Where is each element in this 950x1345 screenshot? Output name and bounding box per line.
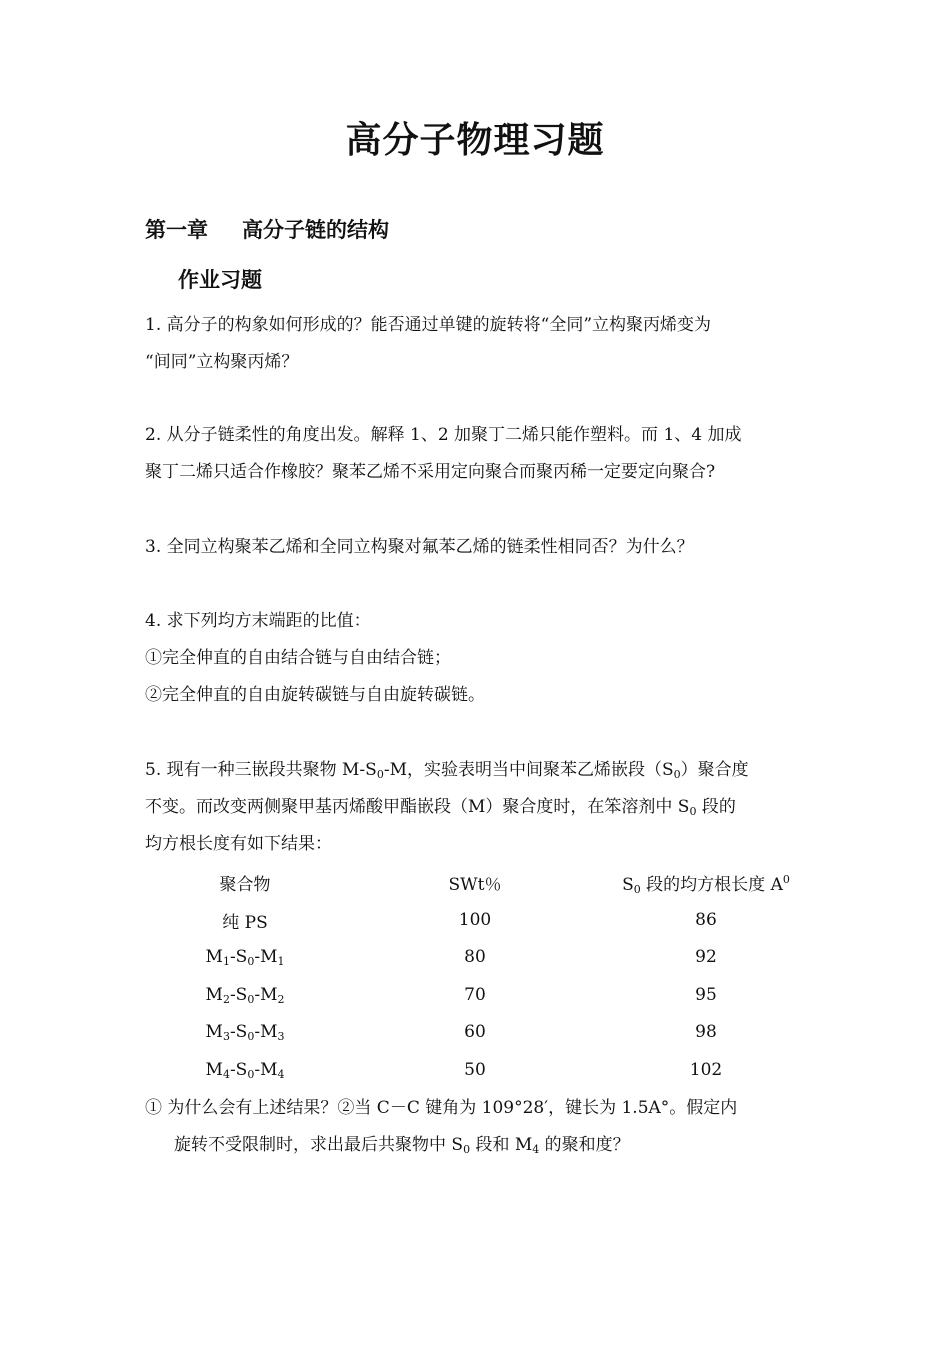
- table-header-row: [145, 864, 807, 901]
- table-row: [145, 939, 807, 976]
- question-4: [145, 603, 807, 714]
- question-2-line-2: 聚丁二烯只适合作橡胶？聚苯乙烯不采用定向聚合而聚丙稀一定要定向聚合?: [145, 462, 716, 482]
- chapter-heading: [145, 214, 389, 244]
- cell-polymer: $M_2-S_0-M_2$: [205, 984, 285, 1006]
- cell-length: 92: [695, 947, 717, 968]
- cell-polymer: $M_3-S_0-M_3$: [205, 1022, 285, 1044]
- cell-swt: 80: [464, 947, 486, 968]
- header-polymer: 聚合物: [219, 875, 271, 896]
- question-4-line-1: 4. 求下列均方末端距的比值：: [145, 611, 371, 631]
- header-swt: SWt％: [448, 875, 502, 896]
- cell-polymer: $M_4-S_0-M_4$: [205, 1059, 285, 1081]
- chapter-name: 高分子链的结构: [242, 217, 389, 242]
- question-3-line-1: 3. 全同立构聚苯乙烯和全同立构聚对氟苯乙烯的链柔性相同否？为什么？: [145, 537, 694, 557]
- followup-line-2: 旋转不受限制时，求出最后共聚物中 $S_0$ 段和 $M_4$ 的聚和度？: [174, 1135, 630, 1156]
- cell-length: 98: [695, 1022, 717, 1043]
- question-5-line-1: 5. 现有一种三嵌段共聚物 $M-S_0-M$，实验表明当中间聚苯乙烯嵌段$(S_0)$聚合度: [145, 760, 749, 781]
- cell-polymer: 纯 PS: [222, 912, 268, 933]
- section-heading: 作业习题: [178, 267, 262, 292]
- cell-swt: 60: [464, 1022, 486, 1043]
- question-5: [145, 752, 807, 863]
- question-1-line-1: 1. 高分子的构象如何形成的？能否通过单键的旋转将“全同”立构聚丙烯变为: [145, 315, 712, 335]
- question-4-line-3: ②完全伸直的自由旋转碳链与自由旋转碳链。: [145, 685, 485, 705]
- cell-swt: 50: [464, 1059, 486, 1080]
- cell-length: 86: [695, 910, 717, 931]
- table-row: [145, 1014, 807, 1051]
- cell-swt: 70: [464, 984, 486, 1005]
- cell-swt: 100: [458, 910, 492, 931]
- question-1-line-2: “间同”立构聚丙烯？: [145, 352, 299, 372]
- document-title: 高分子物理习题: [345, 119, 605, 161]
- question-3: [145, 529, 807, 566]
- table-row: [145, 901, 807, 938]
- cell-polymer: $M_1-S_0-M_1$: [205, 947, 285, 969]
- followup-line-1: ① 为什么会有上述结果？②当 C－C 键角为 109°28′，键长为 1.5A°。假定内: [145, 1098, 738, 1118]
- question-1: [145, 307, 807, 381]
- question-5-line-2: 不变。而改变两侧聚甲基丙烯酸甲酯嵌段（M）聚合度时，在笨溶剂中 $S_0$ 段的: [145, 797, 736, 818]
- cell-length: 102: [689, 1059, 723, 1080]
- chapter-number: 第一章: [145, 217, 208, 242]
- table-row: [145, 1051, 807, 1088]
- question-2-line-1: 2. 从分子链柔性的角度出发。解释 1、2 加聚丁二烯只能作塑料。而 1、4 加成: [145, 425, 742, 445]
- question-2: [145, 417, 807, 491]
- question-5-followup: [145, 1090, 807, 1164]
- header-length: $S_0$ 段的均方根长度 $A^0$: [622, 873, 790, 897]
- cell-length: 95: [695, 984, 717, 1005]
- question-5-line-3: 均方根长度有如下结果：: [145, 834, 332, 854]
- table-row: [145, 976, 807, 1013]
- results-table: [145, 864, 807, 1088]
- question-4-line-2: ①完全伸直的自由结合链与自由结合链；: [145, 648, 451, 668]
